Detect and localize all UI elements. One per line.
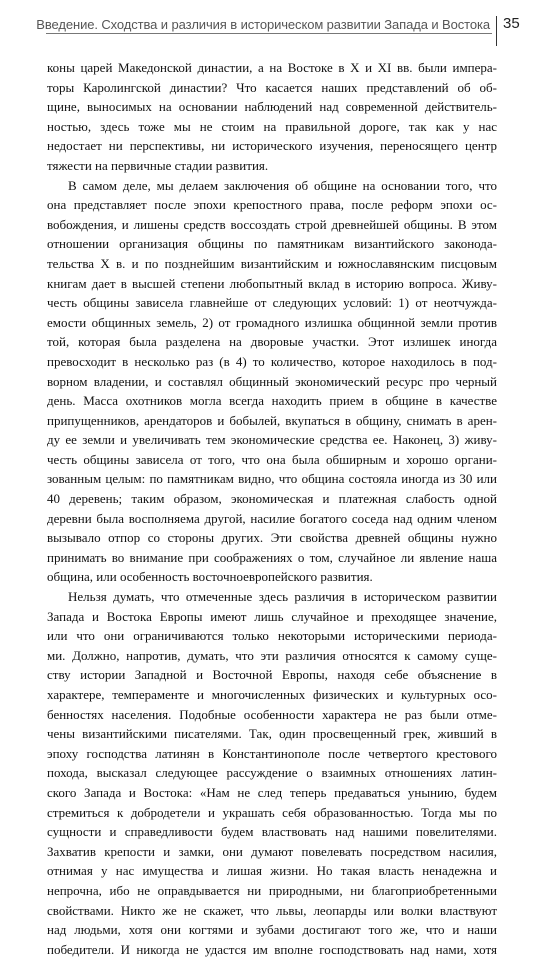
text-line: честь общины зависела главнейше от следующих условий: 1) от неотчужда- xyxy=(47,295,497,311)
text-line: сущности и справедливости будем властвовать над нашими повелителями. xyxy=(47,824,497,840)
text-line: характере, темпераменте и многочисленных физических и культурных осо- xyxy=(47,687,497,702)
text-line: ству истории Западной и Восточной Европы, находя себе объяснение в xyxy=(47,667,497,683)
text-line: недостает ни перспективы, ни исторического изучения, переносящего центр xyxy=(47,138,497,154)
text-line: день. Масса охотников могла всегда находить прием в общине в качестве xyxy=(47,393,497,409)
text-line: зованным целым: по памятникам видно, что община состояла иногда из 30 или xyxy=(47,471,497,487)
page-number: 35 xyxy=(503,15,520,32)
text-line: вобождения, и лишены средств воссоздать строй древнейшей общины. В этом xyxy=(47,216,497,232)
text-line: торы Каролингской династии? Что касается наших представлений об об- xyxy=(47,79,497,95)
text-line: или что они ограничиваются только некоторыми историческими периода- xyxy=(47,628,497,644)
text-line: коны царей Македонской династии, а на Востоке в X и XI вв. были импера- xyxy=(47,60,497,75)
text-line: ностью, здесь тоже мы не стоим на правильной дороге, так как у нас xyxy=(47,118,497,134)
text-line: тельства X в. и по позднейшим византийским и южнославянским писцовым xyxy=(47,255,497,271)
text-line: щине, выносимых на основании наблюдений над современной действитель- xyxy=(47,99,497,115)
text-line: тяжести на первичные стадии развития. xyxy=(47,157,269,173)
body-text xyxy=(47,58,497,959)
text-line: В самом деле, мы делаем заключения об общине на основании того, что xyxy=(68,177,497,193)
text-line: емости общинных земель, 2) от громадного излишка общинной земли против xyxy=(47,314,497,330)
text-line: припущенников, арендаторов и бобылей, вкупаться в общину, снимать в арен- xyxy=(47,412,497,428)
text-line: Нельзя думать, что отмеченные здесь различия в историческом развитии xyxy=(68,589,497,605)
text-line: община, или особенность восточноевропейского развития. xyxy=(47,569,373,585)
text-line: похода, высказал следующее рассуждение о взаимных отношениях латин- xyxy=(47,765,497,781)
running-header-title: Введение. Сходства и различия в историческом развитии Запада и Востока xyxy=(36,17,490,32)
text-line: книгам дает в высшей степени любопытный вклад в историю вопроса. Живу- xyxy=(47,275,497,291)
text-line: 40 деревень; таким образом, экономическая и платежная слабость одной xyxy=(47,491,497,507)
text-line: эпоху господства латинян в Константинополе после четвертого крестового xyxy=(47,745,497,761)
text-line: честь общины зависела от того, что она была обширным и хорошо органи- xyxy=(47,451,497,467)
text-line: свойствами. Никто же не скажет, что львы, леопарды или волки властвуют xyxy=(47,902,497,918)
text-line: вызывало отпор со стороны других. Эти свойства древней общины нужно xyxy=(47,530,497,546)
text-line: отнимая у нас имущества и лишая жизни. Но такая власть ненадежна и xyxy=(47,863,497,879)
header-rule xyxy=(46,33,492,34)
text-line: над людьми, хотя они когтями и зубами достигают того же, что и наши xyxy=(47,922,497,938)
text-line: чены византийскими писателями. Так, один просвещенный грек, живший в xyxy=(47,726,497,742)
header-separator xyxy=(496,16,497,46)
text-line: ми. Должно, напротив, думать, что эти различия относятся к самому суще- xyxy=(47,647,497,663)
text-line: отношении организация общины по памятникам византийского законода- xyxy=(47,236,497,252)
text-line: ворном владении, и составлял общинный экономический ресурс про черный xyxy=(47,373,497,389)
text-line: стремиться к добродетели и украшать себя образованностью. Тогда мы по xyxy=(47,804,497,820)
text-line: превосходит в несколько раз (в 4) то количество, которое находилось в под- xyxy=(47,353,497,369)
text-line: бенностях населения. Подобные особенности характера не раз были отме- xyxy=(47,706,497,722)
text-line: Захватив крепости и замки, они думают повелевать посредством насилия, xyxy=(47,843,497,859)
text-line: принимать во внимание при соображениях о том, случайное ли явление наша xyxy=(47,549,497,565)
running-header xyxy=(0,6,540,46)
text-line: непрочна, ибо не оправдывается ни природными, ни благоприобретенными xyxy=(47,882,497,898)
text-line: ского Запада и Востока: «Нам не след теперь предаваться унынию, будем xyxy=(47,784,497,800)
text-line: победители. И никогда не удастся им вполне господствовать над нами, хотя xyxy=(47,941,497,957)
text-line: ду ее земли и увеличивать тем экономические средства ее. Наконец, 3) живу- xyxy=(47,432,497,448)
text-line: она представляет после эпохи крепостного права, после реформ эпохи ос- xyxy=(47,197,497,213)
text-line: Запада и Востока Европы имеют лишь случайное и преходящее значение, xyxy=(47,608,497,624)
text-line: деревни была восполняема другой, насилие богатого соседа над одним членом xyxy=(47,510,497,526)
text-line: той, которая была разделена на дворовые участки. Этот излишек иногда xyxy=(47,334,497,350)
